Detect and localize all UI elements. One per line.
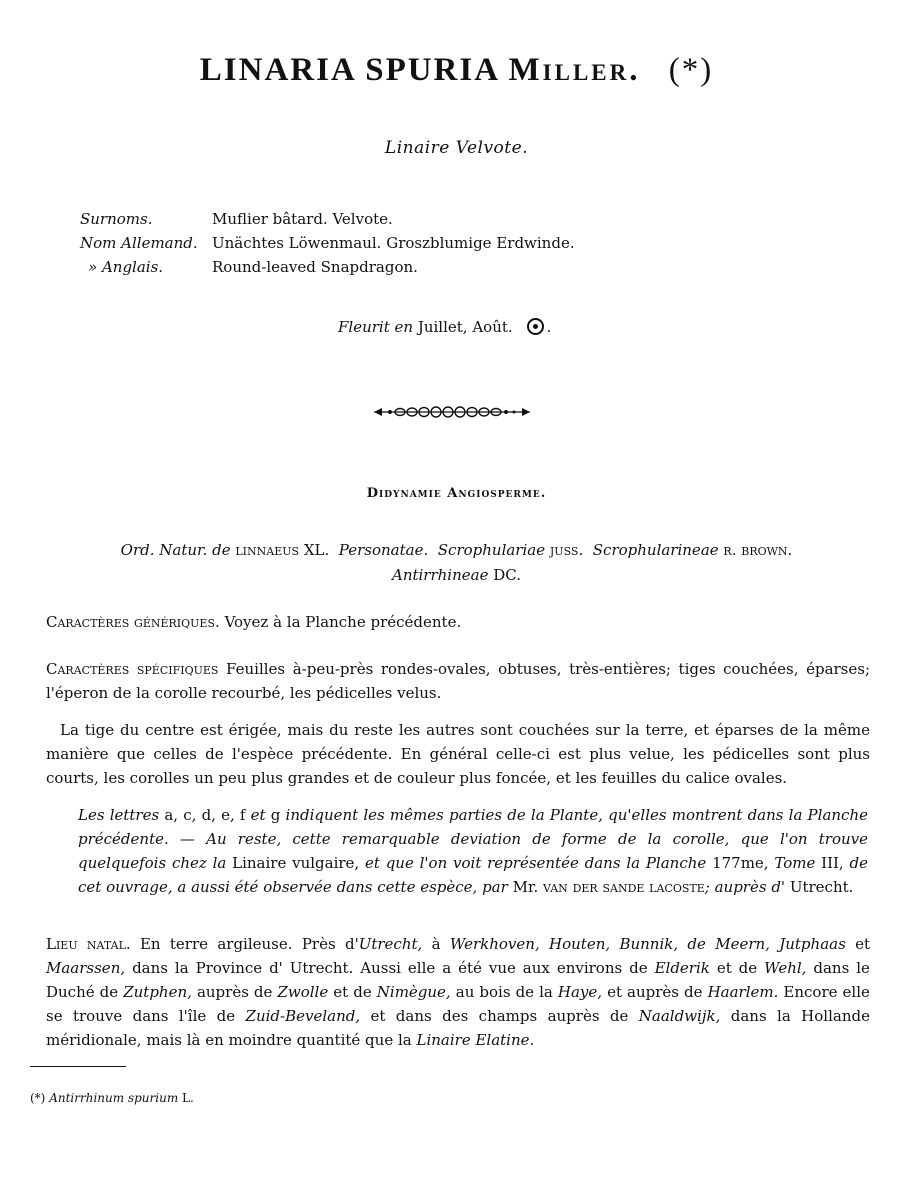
section-text: Voyez à la Planche précédente. (224, 613, 462, 631)
description-paragraph: La tige du centre est érigée, mais du reste les autres sont couchées sur la terre, et éparses de la même manière que celles de l'espèce précédente. En général celle-ci est plus velue, les pédicelles sont plus courts, les corolles un peu plus grandes et de couleur plus foncée, et les feuilles du calice ovales. (46, 721, 870, 787)
names-label: » Anglais. (88, 258, 164, 276)
note-text: et (250, 806, 266, 824)
note-text: Tome (774, 854, 816, 872)
note-title: Mr. (512, 878, 539, 896)
order-number: XL. (303, 541, 330, 559)
habitat-text: dans la Hollande méridionale, mais là en moindre quantité que la (46, 1007, 870, 1049)
habitat-place: Haarlem. (707, 983, 779, 1001)
note-text: et que l'on voit représentée dans la Planche (365, 854, 707, 872)
names-value: Muflier bâtard. Velvote. (212, 210, 393, 228)
order-antirrhineae: Antirrhineae (391, 566, 489, 584)
order-personatae: Personatae. (338, 541, 429, 559)
page-title (0, 52, 913, 89)
vernacular-names (80, 207, 575, 279)
habitat-place: Utrecht, (358, 935, 423, 953)
generic-characters (46, 610, 870, 634)
habitat-text: dans la Province d' Utrecht. Aussi elle a été vue aux environs de (132, 959, 648, 977)
habitat-text: et de (333, 983, 372, 1001)
note-text: indiquent les mêmes parties de la Plante, qu'elles montrent dans la Planche précédente. — Au reste, cette remarquable deviation de forme de la corolle, que l'on trouve quelquefois chez la (78, 806, 868, 872)
names-row (80, 231, 575, 255)
specific-characters (46, 657, 870, 705)
order-line (0, 563, 913, 588)
footnote-mark: (*) (30, 1091, 46, 1105)
habitat-place: Linaire Elatine. (416, 1031, 535, 1049)
habitat-place: Haye, (557, 983, 603, 1001)
footnote-mark: (*) (668, 52, 714, 88)
footnote-synonym: Antirrhinum spurium (49, 1091, 179, 1105)
order-scrophulariae: Scrophulariae (437, 541, 546, 559)
habitat-text: dans le Duché de (46, 959, 870, 1001)
common-name: Linaire Velvote. (384, 138, 529, 158)
species-name: LINARIA SPURIA (199, 52, 499, 88)
note-volume: III, (821, 854, 844, 872)
names-label: Surnoms. (80, 210, 153, 228)
note-plate-number: 177me, (712, 854, 769, 872)
habitat-text: et dans des champs auprès de (370, 1007, 629, 1025)
habitat-place: Nimègue, (376, 983, 451, 1001)
note-plant-name: Linaire vulgaire, (232, 854, 360, 872)
habitat-text: En terre argileuse. Près d' (139, 935, 359, 953)
flowering-months: Juillet, Août. (417, 318, 513, 336)
note-text: ; auprès d' (704, 878, 786, 896)
authority-linnaeus: linnaeus (235, 541, 300, 559)
order-text: Ord. Natur. de (120, 541, 231, 559)
names-value: Unächtes Löwenmaul. Groszblumige Erdwinde. (212, 234, 575, 252)
habitat-place: Maarssen, (46, 959, 126, 977)
habitat-paragraph (46, 932, 870, 1052)
habitat-place: Zwolle (277, 983, 329, 1001)
habitat-place: Zutphen, (123, 983, 192, 1001)
habitat-place: Naaldwijk, (638, 1007, 721, 1025)
note-person: van der sande lacoste (543, 878, 705, 896)
habitat-text: au bois de la (455, 983, 553, 1001)
flowering-label: Fleurit en (338, 318, 414, 336)
habitat-place: Wehl, (764, 959, 807, 977)
species-author: Miller. (508, 52, 641, 88)
authority-juss: juss. (549, 541, 584, 559)
linnaean-class: Didynamie Angiosperme. (366, 486, 547, 501)
note-text: Les lettres (78, 806, 160, 824)
habitat-text: et auprès de (607, 983, 703, 1001)
flowering-period: Fleurit en Juillet, Août. . (338, 318, 552, 336)
note-place: Utrecht. (789, 878, 854, 896)
habitat-text: auprès de (196, 983, 273, 1001)
footnote (30, 1091, 194, 1105)
plate-notes (78, 803, 868, 899)
authority-dc: DC. (493, 566, 521, 584)
habitat-text: et (855, 935, 871, 953)
habitat-text: et de (716, 959, 758, 977)
natural-order (0, 538, 913, 588)
names-row (80, 255, 575, 279)
section-lead: Caractères génériques. (46, 613, 220, 631)
names-label: Nom Allemand. (80, 234, 198, 252)
habitat-place: Zuid-Beveland, (245, 1007, 361, 1025)
names-row (80, 207, 575, 231)
names-value: Round-leaved Snapdragon. (212, 258, 418, 276)
order-line (0, 538, 913, 563)
ornament-divider-icon (372, 405, 532, 419)
habitat-place: Elderik (654, 959, 710, 977)
note-text: de cet ouvrage, a aussi été observée dans cette espèce, par (78, 854, 868, 896)
section-lead: Caractères spécifiques (46, 660, 219, 678)
habitat-place: Werkhoven, Houten, Bunnik, de Meern, Jutphaas (449, 935, 846, 953)
habitat-text: à (431, 935, 441, 953)
annual-symbol-icon (527, 318, 544, 335)
footnote-rule (30, 1066, 126, 1067)
habitat-text: Encore elle se trouve dans l'île de (46, 983, 870, 1025)
order-scrophularineae: Scrophularineae (592, 541, 719, 559)
footnote-author: L. (182, 1091, 194, 1105)
section-lead: Lieu natal. (46, 935, 131, 953)
section-text: Feuilles à-peu-près rondes-ovales, obtuses, très-entières; tiges couchées, éparses; l'éperon de la corolle recourbé, les pédicelles velus. (46, 660, 871, 702)
note-letters: g (270, 806, 281, 824)
authority-brown: r. brown. (723, 541, 793, 559)
note-letters: a, c, d, e, f (164, 806, 246, 824)
